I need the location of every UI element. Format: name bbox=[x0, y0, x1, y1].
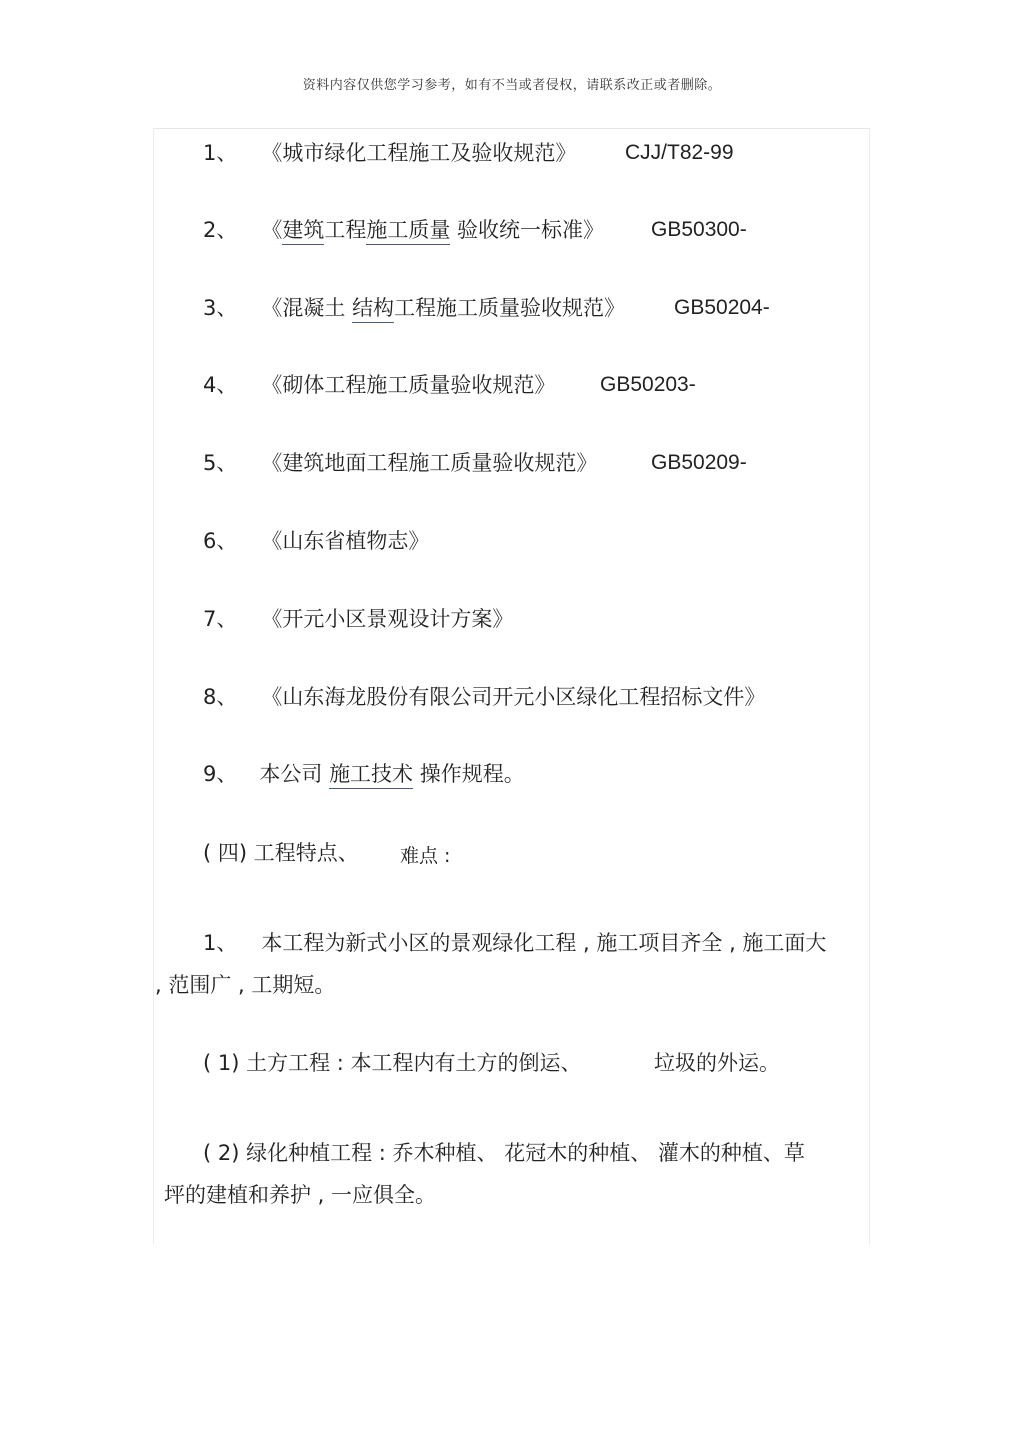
reference-item-8 bbox=[203, 683, 765, 711]
reference-title: 《山东海龙股份有限公司开元小区绿化工程招标文件》 bbox=[261, 685, 766, 709]
reference-number: 8、 bbox=[203, 685, 238, 709]
reference-title-underlined: 结构 bbox=[352, 296, 394, 323]
reference-item-6 bbox=[203, 527, 429, 555]
section-heading-text: ( 四) 工程特点、 bbox=[203, 841, 359, 865]
subitem-2: ( 2) 绿化种植工程 : 乔木种植、 花冠木的种植、 灌木的种植、草 bbox=[203, 1141, 805, 1165]
reference-title: 《开元小区景观设计方案》 bbox=[261, 607, 514, 631]
reference-title: 《砌体工程施工质量验收规范》 bbox=[261, 373, 556, 397]
header-disclaimer: 资料内容仅供您学习参考，如有不当或者侵权，请联系改正或者删除。 bbox=[302, 78, 722, 93]
reference-title: 《城市绿化工程施工及验收规范》 bbox=[261, 141, 577, 165]
reference-item-2 bbox=[203, 216, 604, 244]
reference-title-part: 操作规程。 bbox=[413, 762, 525, 786]
reference-title-underlined: 施工技术 bbox=[329, 762, 413, 789]
reference-item-7 bbox=[203, 605, 513, 633]
reference-title-part: 验收统一标准》 bbox=[450, 218, 605, 242]
reference-number: 4、 bbox=[203, 373, 238, 397]
reference-number: 3、 bbox=[203, 296, 238, 320]
reference-title: 《建筑地面工程施工质量验收规范》 bbox=[261, 451, 598, 475]
reference-code: CJJ/T82-99 bbox=[625, 141, 734, 164]
reference-number: 9、 bbox=[203, 762, 238, 786]
section-heading-tail: 难点 : bbox=[400, 845, 451, 867]
reference-item-3 bbox=[203, 294, 625, 322]
reference-item-5 bbox=[203, 449, 597, 477]
reference-title-underlined: 建筑 bbox=[282, 218, 324, 245]
reference-number: 7、 bbox=[203, 607, 238, 631]
reference-code: GB50204- bbox=[674, 296, 770, 319]
reference-code: GB50300- bbox=[651, 218, 747, 241]
reference-code: GB50203- bbox=[600, 373, 696, 396]
reference-number: 6、 bbox=[203, 529, 238, 553]
reference-title-part: 工程 bbox=[324, 218, 367, 242]
paragraph-point-1 bbox=[203, 929, 826, 957]
reference-title-underlined: 施工质量 bbox=[366, 218, 450, 245]
reference-title-part: 《 bbox=[261, 218, 283, 242]
reference-number: 2、 bbox=[203, 218, 238, 242]
reference-title-part: 工程施工质量验收规范》 bbox=[394, 296, 626, 320]
reference-number: 5、 bbox=[203, 451, 238, 475]
subitem-2-continuation: 坪的建植和养护 , 一应俱全。 bbox=[164, 1183, 437, 1207]
point-number: 1、 bbox=[203, 931, 238, 955]
reference-code: GB50209- bbox=[651, 451, 747, 474]
subitem-1: ( 1) 土方工程 : 本工程内有土方的倒运、 bbox=[203, 1051, 582, 1075]
point-text: 本工程为新式小区的景观绿化工程 , 施工项目齐全 , 施工面大 bbox=[261, 931, 827, 955]
section-heading bbox=[203, 839, 359, 867]
reference-item-9 bbox=[203, 760, 525, 788]
reference-number: 1、 bbox=[203, 141, 238, 165]
paragraph-continuation: , 范围广 , 工期短。 bbox=[155, 973, 336, 997]
reference-title-part: 本公司 bbox=[259, 762, 330, 786]
subitem-1-tail: 垃圾的外运。 bbox=[654, 1051, 780, 1075]
reference-title-part: 《混凝土 bbox=[261, 296, 353, 320]
reference-item-4 bbox=[203, 371, 555, 399]
reference-title: 《山东省植物志》 bbox=[261, 529, 430, 553]
reference-item-1 bbox=[203, 139, 576, 167]
